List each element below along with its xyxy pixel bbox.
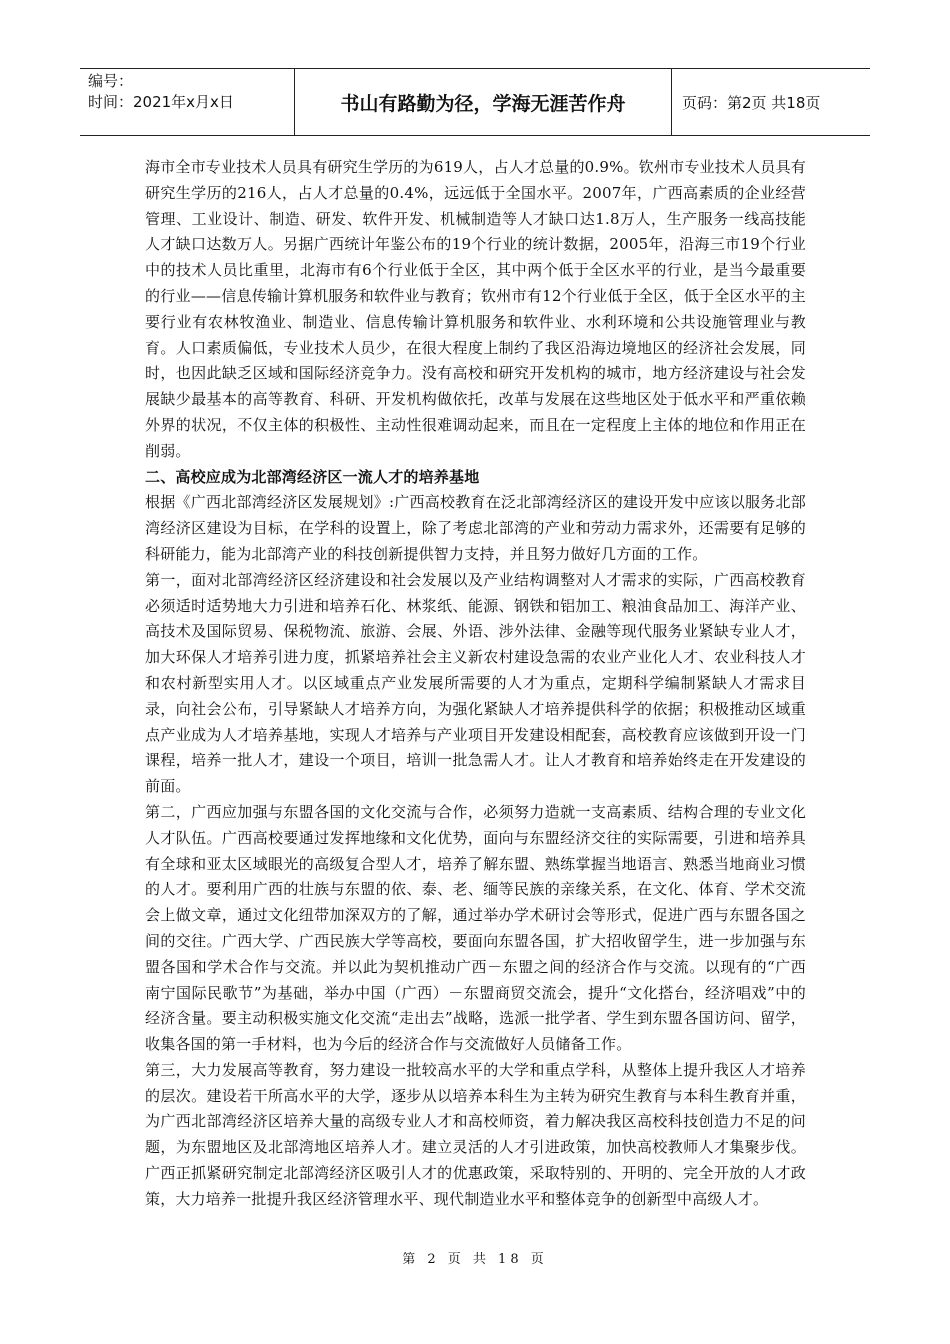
section-heading: 二、高校应成为北部湾经济区一流人才的培养基地: [145, 467, 480, 486]
document-time-label: 时间：2021年x月x日: [88, 93, 234, 111]
paragraph-statistics: 海市全市专业技术人员具有研究生学历的为619人，占人才总量的0.9%。钦州市专业技术人员具有研究生学历的216人，占人才总量的0.4%，远远低于全国水平。2007年，广西高素质的企业经营管理、工业设计、制造、研发、软件开发、机械制造等人才缺口达1.8万人，生产服务一线高技能人才缺口达数万人。另据广西统计年鉴公布的19个行业的统计数据，2005年，沿海三市19个行业中的技术人员比重里，北海市有6个行业低于全区，其中两个低于全区水平的行业，是当今最重要的行业——信息传输计算机服务和软件业与教育；钦州市有12个行业低于全区，低于全区水平的主要行业有农林牧渔业、制造业、信息传输计算机服务和软件业、水利环境和公共设施管理业与教育。人口素质偏低，专业技术人员少，在很大程度上制约了我区沿海边境地区的经济社会发展，同时，也因此缺乏区域和国际经济竞争力。没有高校和研究开发机构的城市，地方经济建设与社会发展缺少最基本的高等教育、科研、开发机构做依托，改革与发展在这些地区处于低水平和严重依赖外界的状况，不仅主体的积极性、主动性很难调动起来，而且在一定程度上主体的地位和作用正在削弱。: [145, 158, 806, 460]
header-page-info: [672, 69, 870, 135]
document-number-label: 编号：: [88, 72, 134, 90]
paragraph-second-point: 第二，广西应加强与东盟各国的文化交流与合作，必须努力造就一支高素质、结构合理的专业文化人才队伍。广西高校要通过发挥地缘和文化优势，面向与东盟经济交往的实际需要，引进和培养具有全球和亚太区域眼光的高级复合型人才，培养了解东盟、熟练掌握当地语言、熟悉当地商业习惯的人才。要利用广西的壮族与东盟的依、泰、老、缅等民族的亲缘关系，在文化、体育、学术交流会上做文章，通过文化纽带加深双方的了解，通过举办学术研讨会等形式，促进广西与东盟各国之间的交往。广西大学、广西民族大学等高校，要面向东盟各国，扩大招收留学生，进一步加强与东盟各国和学术合作与交流。并以此为契机推动广西－东盟之间的经济合作与交流。以现有的“广西南宁国际民歌节”为基础，举办中国（广西）－东盟商贸交流会，提升“文化搭台，经济唱戏”中的经济含量。要主动积极实施文化交流“走出去”战略，选派一批学者、学生到东盟各国访问、留学，收集各国的第一手材料，也为今后的经济合作与交流做好人员储备工作。: [145, 802, 806, 1054]
footer-page-number: 第 2 页 共 18 页: [402, 1252, 548, 1267]
header-motto: [295, 69, 672, 135]
header-meta: [80, 69, 295, 135]
paragraph-plan-intro: 根据《广西北部湾经济区发展规划》:广西高校教育在泛北部湾经济区的建设开发中应该以服务北部湾经济区建设为目标，在学科的设置上，除了考虑北部湾的产业和劳动力需求外，还需要有足够的科研能力，能为北部湾产业的科技创新提供智力支持，并且努力做好几方面的工作。: [145, 493, 806, 563]
paragraph-third-point: 第三，大力发展高等教育，努力建设一批较高水平的大学和重点学科，从整体上提升我区人才培养的层次。建设若干所高水平的大学，逐步从以培养本科生为主转为研究生教育与本科生教育并重，为广西北部湾经济区培养大量的高级专业人才和高校师资，着力解决我区高校科技创造力不足的问题，为东盟地区及北部湾地区培养人才。建立灵活的人才引进政策，加快高校教师人才集聚步伐。广西正抓紧研究制定北部湾经济区吸引人才的优惠政策，采取特别的、开明的、完全开放的人才政策，大力培养一批提升我区经济管理水平、现代制造业水平和整体竞争的创新型中高级人才。: [145, 1060, 806, 1208]
page-number-label: 页码：第2页 共18页: [682, 93, 821, 112]
paragraph-first-point: 第一，面对北部湾经济区经济建设和社会发展以及产业结构调整对人才需求的实际，广西高校教育必须适时适势地大力引进和培养石化、林浆纸、能源、钢铁和铝加工、粮油食品加工、海洋产业、高技术及国际贸易、保税物流、旅游、会展、外语、涉外法律、金融等现代服务业紧缺专业人才，加大环保人才培养引进力度，抓紧培养社会主义新农村建设急需的农业产业化人才、农业科技人才和农村新型实用人才。以区域重点产业发展所需要的人才为重点，定期科学编制紧缺人才需求目录，向社会公布，引导紧缺人才培养方向，为强化紧缺人才培养提供科学的依据；积极推动区域重点产业成为人才培养基地，实现人才培养与产业项目开发建设相配套，高校教育应该做到开设一门课程，培养一批人才，建设一个项目，培训一批急需人才。让人才教育和培养始终走在开发建设的前面。: [145, 570, 806, 796]
page-footer: [0, 1248, 950, 1267]
page-header: [80, 68, 870, 136]
motto-text: 书山有路勤为径，学海无涯苦作舟: [340, 92, 626, 115]
document-body: [145, 155, 806, 1213]
